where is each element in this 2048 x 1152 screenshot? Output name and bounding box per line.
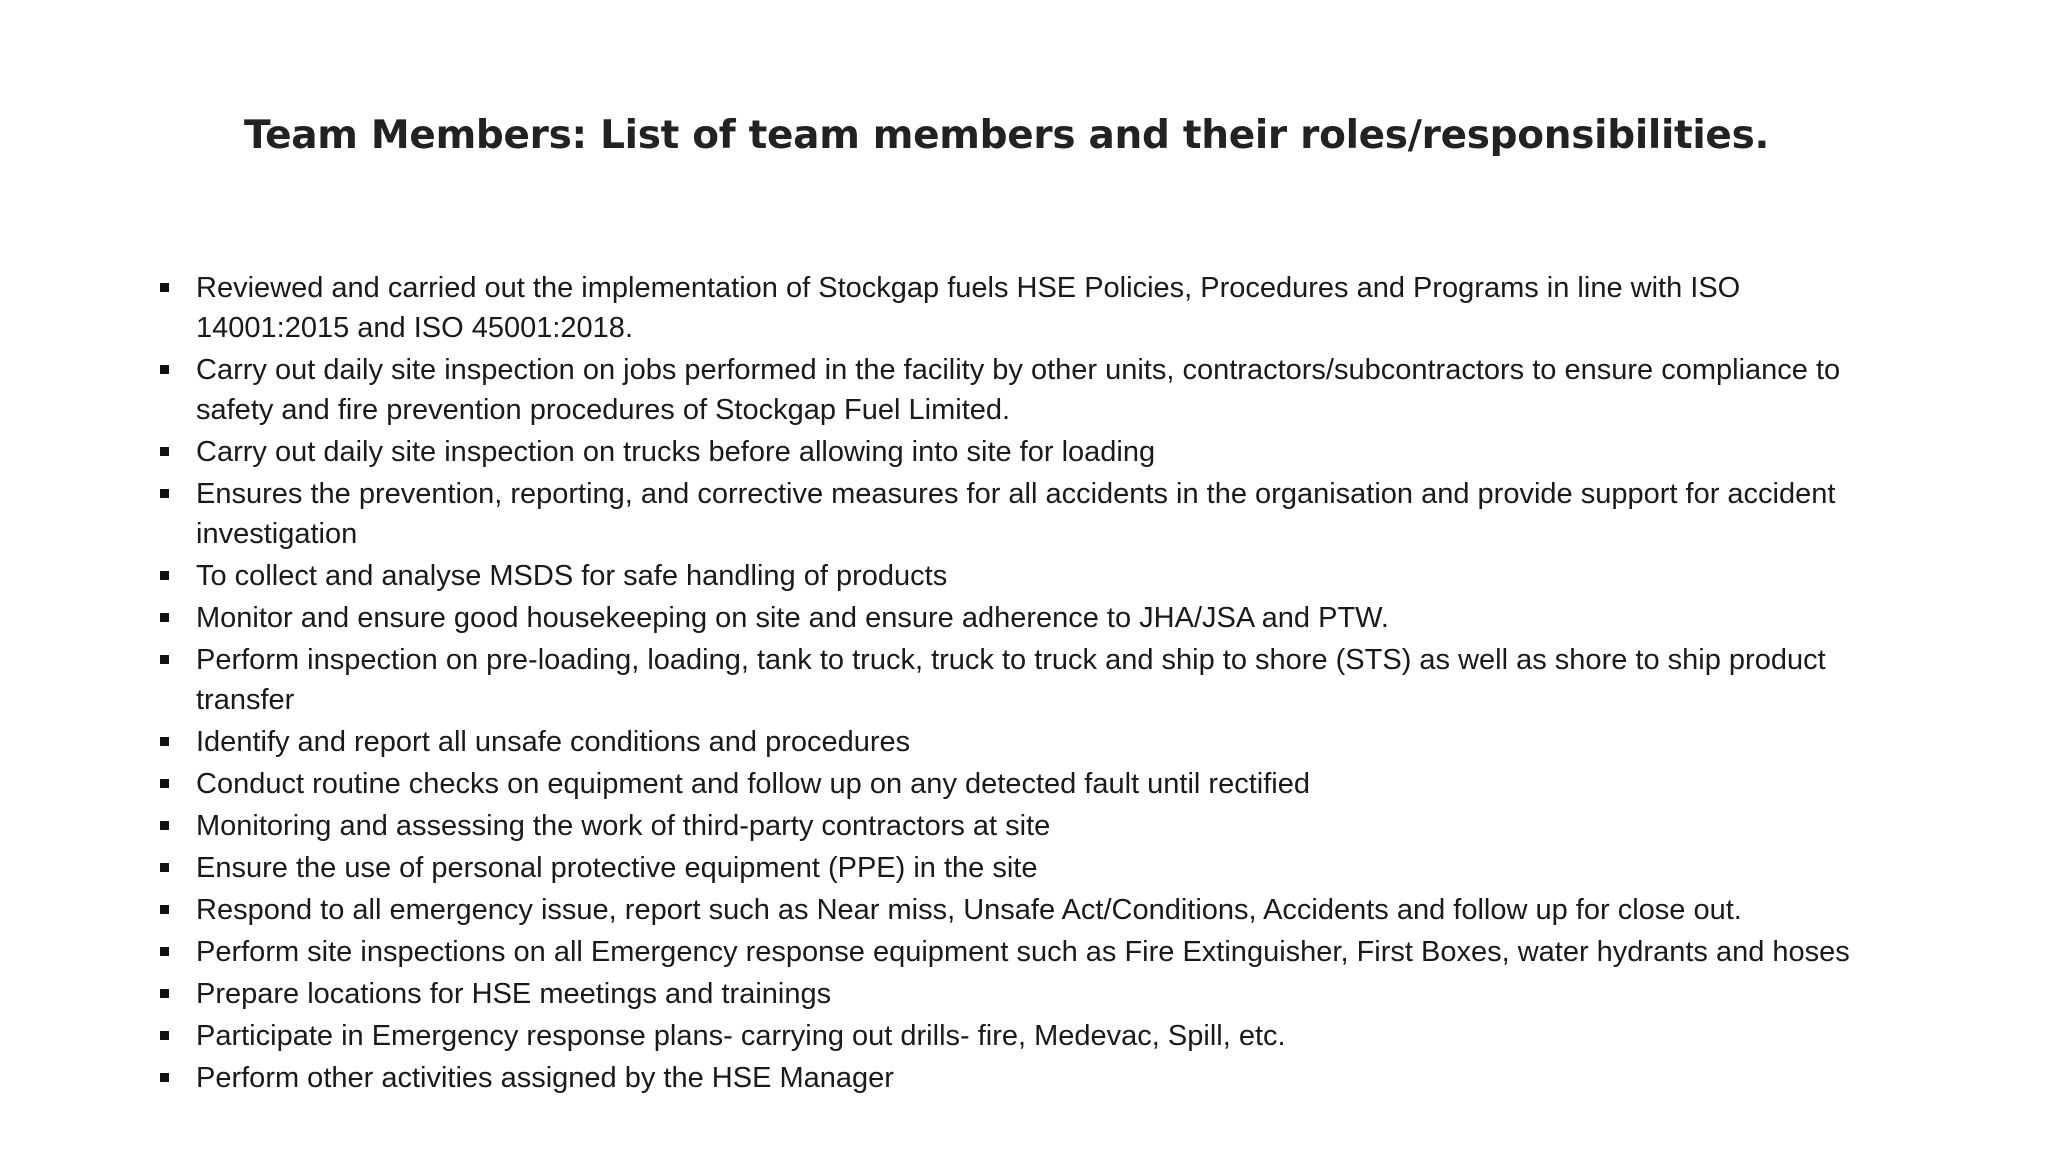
list-item-text: Prepare locations for HSE meetings and trainings [196,978,832,1010]
responsibilities-list [160,268,1890,1100]
list-item [160,974,1890,1014]
list-item [160,848,1890,888]
list-item [160,474,1890,554]
list-item [160,556,1890,596]
list-item-text: To collect and analyse MSDS for safe handling of products [196,560,948,592]
square-bullet-icon [160,447,169,456]
list-item-text: Perform inspection on pre-loading, loading, tank to truck, truck to truck and ship to shore (STS) as well as shore to ship product transfer [196,644,1826,716]
list-item [160,640,1890,720]
square-bullet-icon [160,863,169,872]
square-bullet-icon [160,1031,169,1040]
list-item [160,722,1890,762]
list-item [160,1058,1890,1098]
list-item [160,432,1890,472]
square-bullet-icon [160,779,169,788]
list-item-text: Perform site inspections on all Emergency response equipment such as Fire Extinguisher, First Boxes, water hydrants and hoses [196,936,1850,968]
square-bullet-icon [160,571,169,580]
list-item [160,1016,1890,1056]
list-item-text: Respond to all emergency issue, report such as Near miss, Unsafe Act/Conditions, Accidents and follow up for close out. [196,894,1742,926]
list-item-text: Conduct routine checks on equipment and follow up on any detected fault until rectified [196,768,1310,800]
square-bullet-icon [160,655,169,664]
list-item [160,932,1890,972]
square-bullet-icon [160,1073,169,1082]
list-item [160,806,1890,846]
square-bullet-icon [160,489,169,498]
list-item-text: Reviewed and carried out the implementation of Stockgap fuels HSE Policies, Procedures and Programs in line with ISO 14001:2015 and ISO 45001:2018. [196,272,1741,344]
list-item-text: Identify and report all unsafe conditions and procedures [196,726,911,758]
list-item [160,764,1890,804]
square-bullet-icon [160,283,169,292]
list-item-text: Monitoring and assessing the work of third-party contractors at site [196,810,1051,842]
square-bullet-icon [160,365,169,374]
list-item-text: Monitor and ensure good housekeeping on site and ensure adherence to JHA/JSA and PTW. [196,602,1389,634]
list-item-text: Participate in Emergency response plans- carrying out drills- fire, Medevac, Spill, etc. [196,1020,1286,1052]
list-item-text: Ensures the prevention, reporting, and corrective measures for all accidents in the organisation and provide support for accident investigation [196,478,1836,550]
list-item [160,598,1890,638]
square-bullet-icon [160,947,169,956]
list-item-text: Perform other activities assigned by the HSE Manager [196,1062,894,1094]
list-item-text: Carry out daily site inspection on trucks before allowing into site for loading [196,436,1156,468]
list-item [160,890,1890,930]
list-item-text: Ensure the use of personal protective equipment (PPE) in the site [196,852,1038,884]
square-bullet-icon [160,737,169,746]
square-bullet-icon [160,905,169,914]
list-item-text: Carry out daily site inspection on jobs performed in the facility by other units, contractors/subcontractors to ensure compliance to safety and fire prevention procedures of Stockgap Fuel Limited. [196,354,1841,426]
square-bullet-icon [160,613,169,622]
square-bullet-icon [160,989,169,998]
list-item [160,350,1890,430]
page-title: Team Members: List of team members and their roles/responsibilities. [244,113,1770,158]
square-bullet-icon [160,821,169,830]
list-item [160,268,1890,348]
